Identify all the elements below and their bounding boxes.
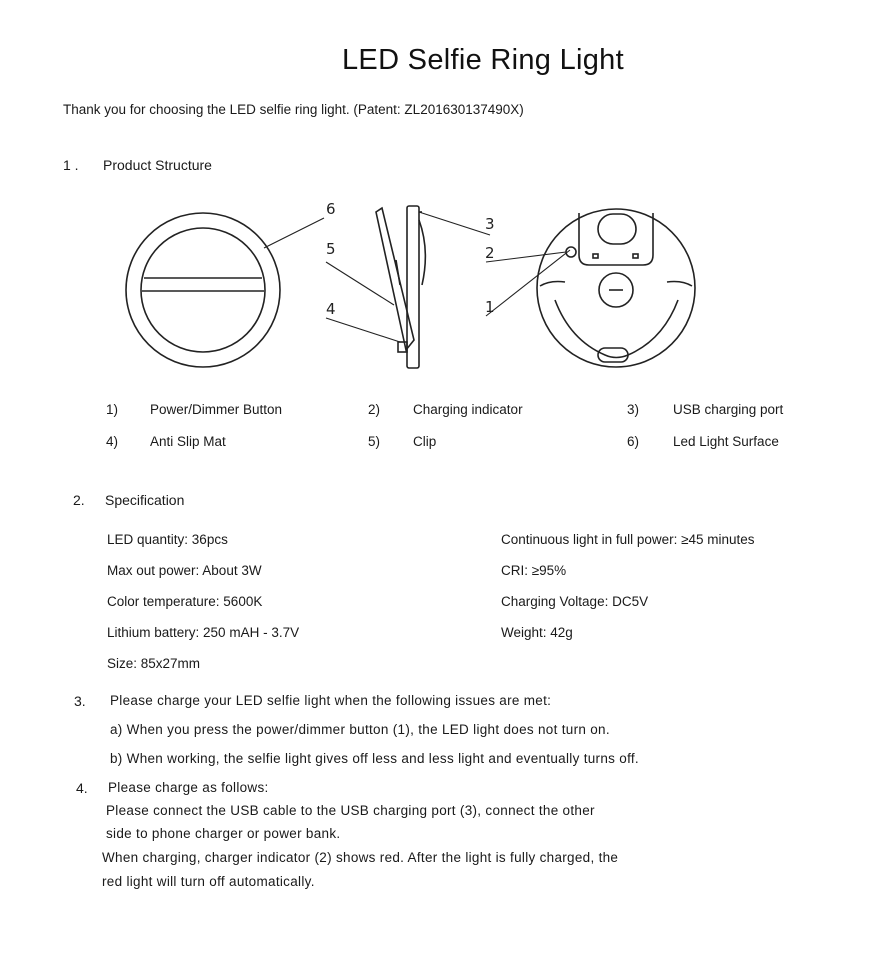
side-view-drawing: [376, 206, 425, 368]
part-label: Charging indicator: [413, 402, 523, 417]
spec-item: LED quantity: 36pcs: [107, 532, 228, 547]
callout-2: 2: [485, 244, 495, 262]
section3-line: a) When you press the power/dimmer button (1), the LED light does not turn on.: [110, 722, 610, 737]
section4-line: side to phone charger or power bank.: [106, 826, 341, 841]
part-label: Anti Slip Mat: [150, 434, 226, 449]
spec-item: Lithium battery: 250 mAH - 3.7V: [107, 625, 300, 640]
callout-5: 5: [326, 240, 336, 258]
section3-number: 3.: [74, 693, 86, 709]
part-number: 1): [106, 402, 119, 417]
part-number: 3): [627, 402, 640, 417]
part-number: 6): [627, 434, 640, 449]
intro-text: Thank you for choosing the LED selfie ring light. (Patent: ZL201630137490X): [63, 102, 524, 117]
callout-1: 1: [485, 298, 495, 316]
spec-item: Continuous light in full power: ≥45 minutes: [501, 532, 755, 547]
section1-heading: Product Structure: [103, 157, 212, 173]
section3-line: b) When working, the selfie light gives off less and less light and eventually turns off.: [110, 751, 639, 766]
back-view-drawing: [537, 209, 695, 367]
spec-item: CRI: ≥95%: [501, 563, 567, 578]
front-view-drawing: [126, 213, 280, 367]
section4-line: Please connect the USB cable to the USB charging port (3), connect the other: [106, 803, 595, 818]
callout-4: 4: [326, 300, 336, 318]
spec-item: Size: 85x27mm: [107, 656, 201, 671]
part-label: Power/Dimmer Button: [150, 402, 283, 417]
spec-item: Weight: 42g: [501, 625, 573, 640]
section3-heading: Please charge your LED selfie light when the following issues are met:: [110, 693, 552, 708]
part-label: Led Light Surface: [673, 434, 779, 449]
section2-number: 2.: [73, 492, 85, 508]
section4-number: 4.: [76, 780, 88, 796]
section2-heading: Specification: [105, 492, 185, 508]
page-title: LED Selfie Ring Light: [342, 44, 624, 76]
callout-3: 3: [485, 215, 495, 233]
part-number: 5): [368, 434, 381, 449]
product-diagram: [100, 190, 710, 380]
spec-item: Max out power: About 3W: [107, 563, 262, 578]
spec-item: Color temperature: 5600K: [107, 594, 263, 609]
part-number: 2): [368, 402, 381, 417]
section1-number: 1 .: [63, 157, 79, 173]
section4-heading: Please charge as follows:: [108, 780, 269, 795]
part-number: 4): [106, 434, 119, 449]
part-label: Clip: [413, 434, 437, 449]
spec-item: Charging Voltage: DC5V: [501, 594, 649, 609]
section4-line: When charging, charger indicator (2) shows red. After the light is fully charged, the: [102, 850, 619, 865]
part-label: USB charging port: [673, 402, 784, 417]
section4-line: red light will turn off automatically.: [102, 874, 315, 889]
callout-6: 6: [326, 200, 336, 218]
